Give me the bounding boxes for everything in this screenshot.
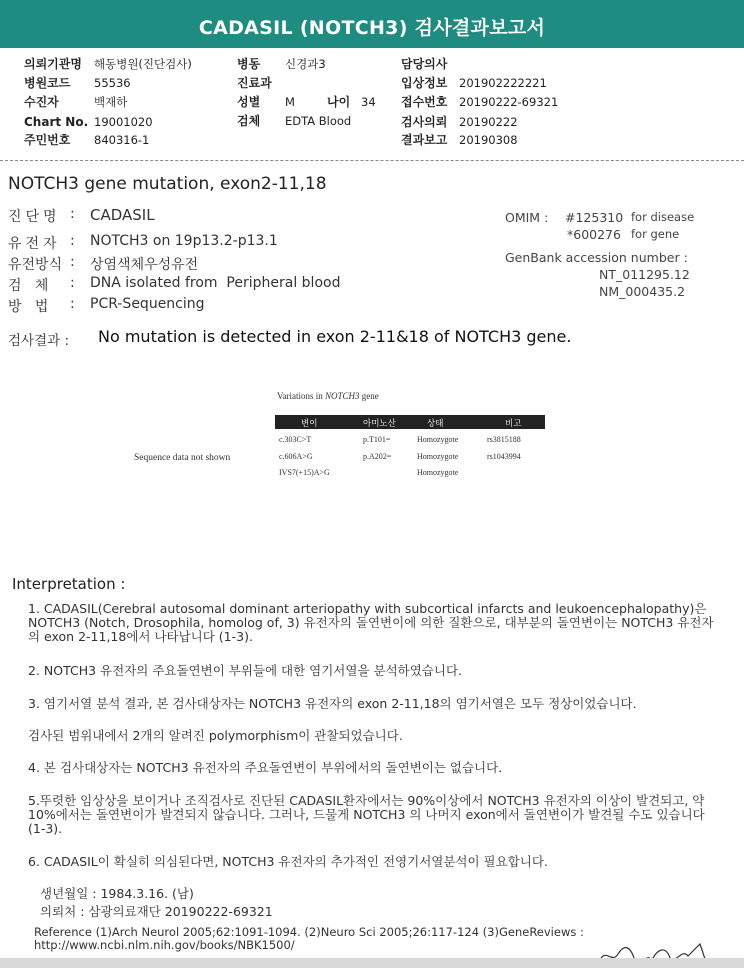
header-cell: 상태 [427, 419, 444, 429]
amino-cell: p.A202= [363, 452, 392, 461]
detail-label: 유전방식 [8, 257, 63, 273]
info-label: 입상정보 [401, 76, 448, 90]
interpretation-paragraph: 검사된 범위내에서 2개의 알려진 polymorphism이 관찰되었습니다. [28, 728, 403, 743]
section-divider [0, 160, 744, 161]
note-cell: rs3815188 [487, 435, 521, 444]
status-cell: Homozygote [417, 468, 459, 477]
result-row [8, 327, 572, 349]
result-label: 검사결과 : [8, 333, 70, 349]
detail-value: 상염색체우성유전 [90, 257, 199, 273]
info-value: 55536 [94, 76, 131, 90]
interpretation-paragraph: 2. NOTCH3 유전자의 주요돌연변이 부위들에 대한 염기서열을 분석하였습니다. [28, 663, 462, 678]
birth-date: 생년월일 : 1984.3.16. (남) [40, 886, 194, 901]
detail-value: PCR-Sequencing [90, 296, 205, 312]
header-underline [0, 47, 744, 48]
omim-gene-note: for gene [631, 227, 680, 241]
interpretation-paragraph: 6. CADASIL이 확실히 의심된다면, NOTCH3 유전자의 추가적인 전영기서열분석이 필요합니다. [28, 854, 548, 869]
detail-colon: : [70, 296, 75, 312]
info-label: 검체 [237, 114, 261, 128]
detail-value: DNA isolated from Peripheral blood [90, 275, 341, 291]
info-value: 신경과3 [285, 57, 326, 71]
detail-colon: : [70, 233, 75, 249]
header-cell: 비고 [505, 419, 522, 429]
info-label: 의뢰기관명 [24, 57, 82, 71]
info-value: 19001020 [94, 115, 153, 129]
info-label: 진료과 [237, 76, 272, 90]
report-title: CADASIL (NOTCH3) 검사결과보고서 [198, 17, 546, 39]
omim-disease-id: #125310 [565, 210, 624, 225]
info-value: 해동병원(진단검사) [94, 57, 192, 71]
bottom-bar [0, 958, 744, 968]
detail-label: 진단명 [8, 209, 61, 225]
info-label: 성별 [237, 95, 261, 109]
omim-disease-note: for disease [631, 210, 695, 224]
interpretation-paragraph: 1. CADASIL(Cerebral autosomal dominant arteriopathy with subcortical infarcts and leukoencephalopathy)은 NOTCH3 (Notch, Drosophila, homolog of, 3) 유전자의 돌연변이에 의한 질환으로, 대부분의 돌연변이는 NOTCH3 유전자의 exon 2-11,18에서 나타납니다 (1-3). [28, 601, 714, 644]
genbank-accession-1: NT_011295.12 [599, 267, 690, 282]
info-value: 20190308 [459, 133, 518, 147]
info-value: 201902222221 [459, 76, 547, 90]
detail-colon: : [70, 206, 75, 222]
reference: Reference (1)Arch Neurol 2005;62:1091-1094. (2)Neuro Sci 2005;26:117-124 (3)GeneReviews : http://www.ncbi.nlm.nih.gov/books/NBK1500/ [34, 925, 584, 952]
detail-label: 방 법 [8, 299, 49, 315]
header-cell: 아미노산 [363, 419, 396, 429]
info-label: 담당의사 [401, 57, 448, 71]
variations-header [275, 415, 545, 429]
caption-suffix: gene [359, 391, 379, 401]
genbank-accession-2: NM_000435.2 [599, 284, 686, 299]
omim-label: OMIM : [505, 210, 549, 225]
age-label: 나이 [327, 95, 351, 109]
interpretation-paragraph: 3. 염기서열 분석 결과, 본 검사대상자는 NOTCH3 유전자의 exon 2-11,18의 염기서열은 모두 정상이었습니다. [28, 696, 637, 711]
status-cell: Homozygote [417, 435, 459, 444]
interpretation-paragraph: 4. 본 검사대상자는 NOTCH3 유전자의 주요돌연변이 부위에서의 돌연변이는 없습니다. [28, 760, 503, 775]
info-value: 20190222-69321 [459, 95, 559, 109]
info-label: 병원코드 [24, 76, 71, 90]
sequence-note: Sequence data not shown [134, 453, 231, 463]
age-value: 34 [361, 95, 376, 109]
info-label: 주민번호 [24, 133, 71, 147]
info-value: M [285, 95, 295, 109]
variant-cell: c.606A>G [279, 452, 313, 461]
status-cell: Homozygote [417, 452, 459, 461]
result-message: No mutation is detected in exon 2-11&18 of NOTCH3 gene. [98, 327, 572, 346]
note-cell: rs1043994 [487, 452, 521, 461]
detail-label: 검 체 [8, 278, 49, 294]
info-label: Chart No. [24, 115, 89, 129]
detail-colon: : [70, 254, 75, 270]
info-value: 840316-1 [94, 133, 150, 147]
info-label: 수진자 [24, 95, 59, 109]
omim-gene-id: *600276 [567, 227, 621, 242]
detail-value: CADASIL [90, 206, 155, 224]
amino-cell: p.T101= [363, 435, 391, 444]
info-label: 접수번호 [401, 95, 448, 109]
info-value: 20190222 [459, 115, 518, 129]
genbank-label: GenBank accession number : [505, 250, 688, 265]
interpretation-title: Interpretation : [12, 575, 126, 593]
caption-prefix: Variations in [277, 391, 325, 401]
variant-cell: c.303C>T [279, 435, 312, 444]
info-value: 백재하 [94, 95, 128, 109]
header-cell: 변이 [301, 419, 318, 429]
info-label: 검사의뢰 [401, 115, 448, 129]
info-label: 결과보고 [401, 133, 448, 147]
detail-label: 유전자 [8, 236, 61, 252]
report-header [0, 0, 744, 47]
info-label: 병동 [237, 57, 261, 71]
variant-cell: IVS7(+15)A>G [279, 468, 330, 477]
requester: 의뢰처 : 삼광의료재단 20190222-69321 [40, 904, 273, 919]
variations-caption [277, 391, 379, 401]
detail-value: NOTCH3 on 19p13.2-p13.1 [90, 233, 278, 249]
info-value: EDTA Blood [285, 114, 352, 128]
detail-colon: : [70, 275, 75, 291]
test-title: NOTCH3 gene mutation, exon2-11,18 [8, 174, 327, 194]
caption-gene: NOTCH3 [325, 391, 360, 401]
interpretation-paragraph: 5.뚜렷한 임상상을 보이거나 조직검사로 진단된 CADASIL환자에서는 90%이상에서 NOTCH3 유전자의 이상이 발견되고, 약 10%에서는 돌연변이가 발견되지 않습니다. 그러나, 드물게 NOTCH3 의 나머지 exon에서 돌연변이가 발견될 수도 있습니다 (1-3). [28, 793, 705, 836]
